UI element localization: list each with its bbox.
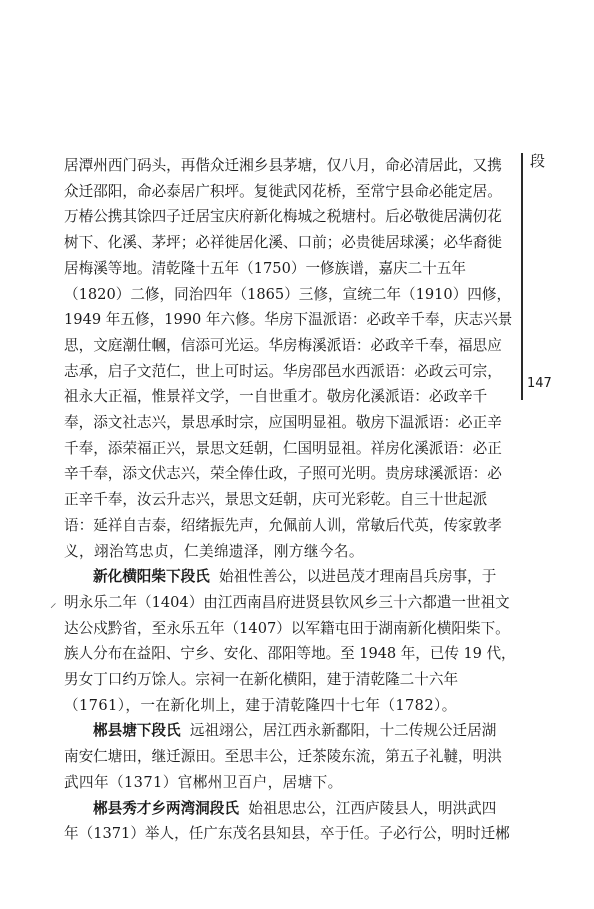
text-line: 始祖思忠公，江西庐陵县人，明洪武四 <box>248 799 497 817</box>
text-line: 明永乐二年（1404）由江西南昌府进贤县钦风乡三十六都遣一世祖文 <box>64 593 510 611</box>
text-line: 义，翊治笃忠贞，仁美绵遗泽，刚方继今名。 <box>64 542 364 560</box>
text-line: 奉，添文社志兴，景思承时宗，应国明显祖。敬房下温派语：必正辛 <box>64 414 502 432</box>
paragraph-continuation <box>64 153 516 564</box>
text-line: 1949 年五修，1990 年六修。华房下温派语：必政辛千奉，庆志兴景 <box>64 311 513 329</box>
text-line: 树下、化溪、茅坪；必祥徙居化溪、口前；必贵徙居球溪；必华裔徙 <box>64 234 502 252</box>
text-line: 众迁邵阳，命必泰居广积坪。复徙武冈花桥，至常宁县命必能定居。 <box>64 182 502 200</box>
text-line: 辛千奉，添文伏志兴，荣全俸仕政，子照可光明。贵房球溪派语：必 <box>64 465 502 483</box>
text-line: 语：延祥自吉泰，绍绪振先声，允佩前人训，常敏后代英，传家敦孝 <box>64 516 502 534</box>
text-line: 始祖性善公，以进邑茂才理南昌兵房事，于 <box>219 568 497 586</box>
text-line: （1820）二修，同治四年（1865）三修，宣统二年（1910）四修， <box>64 285 512 303</box>
page-number: 147 <box>527 376 552 391</box>
text-line: 达公戍黔省，至永乐五年（1407）以军籍屯田于湖南新化横阳柴下。 <box>64 619 510 637</box>
entry-first-line <box>64 718 516 744</box>
text-line: 志承，启子文范仁，世上可时运。华房邵邑水西派语：必政云可宗， <box>64 362 502 380</box>
text-line: 族人分布在益阳、宁乡、安化、邵阳等地。至 1948 年，已传 19 代， <box>64 645 516 663</box>
text-line: 南安仁塘田，继迁源田。至思丰公，迁茶陵东流，第五子礼韃，明洪 <box>64 748 502 766</box>
text-line: 武四年（1371）官郴州卫百户，居塘下。 <box>64 773 343 791</box>
text-line: 千奉，添荣福正兴，景思文廷朝，仁国明显祖。祥房化溪派语：必正 <box>64 439 502 457</box>
running-header: 段 <box>530 152 546 170</box>
margin-mark: ⸝ <box>50 596 57 611</box>
paragraph-entry <box>64 796 516 847</box>
paragraph-entry <box>64 718 516 795</box>
text-line: 居潭州西门码头，再偕众迁湘乡县茅塘，仅八月，命必清居此，又携 <box>64 157 502 174</box>
entry-heading: 新化横阳柴下段氏 <box>93 568 210 586</box>
margin-rule <box>521 153 523 400</box>
text-line: 祖永大正福，惟景祥文学，一自世重才。敬房化溪派语：必政辛千 <box>64 388 488 406</box>
paragraph-entry <box>64 564 516 718</box>
text-line: 远祖翊公，居江西永新鄱阳，十二传规公迁居湖 <box>189 722 497 740</box>
text-line: 居梅溪等地。清乾隆十五年（1750）一修族谱，嘉庆二十五年 <box>64 259 466 277</box>
page-number-rule <box>521 376 523 400</box>
body-text <box>64 153 516 847</box>
text-line: 年（1371）举人，任广东茂名县知县，卒于任。子必行公，明时迁郴 <box>64 825 510 843</box>
text-line: 思，文庭潮仕幗，信添可光运。华房梅溪派语：必政辛千奉，福思应 <box>64 336 502 354</box>
text-line: 男女丁口约万馀人。宗祠一在新化横阳，建于清乾隆二十六年 <box>64 671 459 689</box>
text-line: （1761），一在新化圳上，建于清乾隆四十七年（1782）。 <box>64 696 457 714</box>
entry-first-line <box>64 796 516 822</box>
text-line: 正辛千奉，汝云升志兴，景思文廷朝，庆可光彩乾。自三十世起派 <box>64 491 488 509</box>
entry-heading: 郴县秀才乡两湾洞段氏 <box>93 799 239 817</box>
entry-heading: 郴县塘下段氏 <box>93 722 181 740</box>
entry-first-line <box>64 564 516 590</box>
text-line: 万椿公携其馀四子迁居宝庆府新化梅城之税塘村。后必敬徙居满仞花 <box>64 208 502 226</box>
